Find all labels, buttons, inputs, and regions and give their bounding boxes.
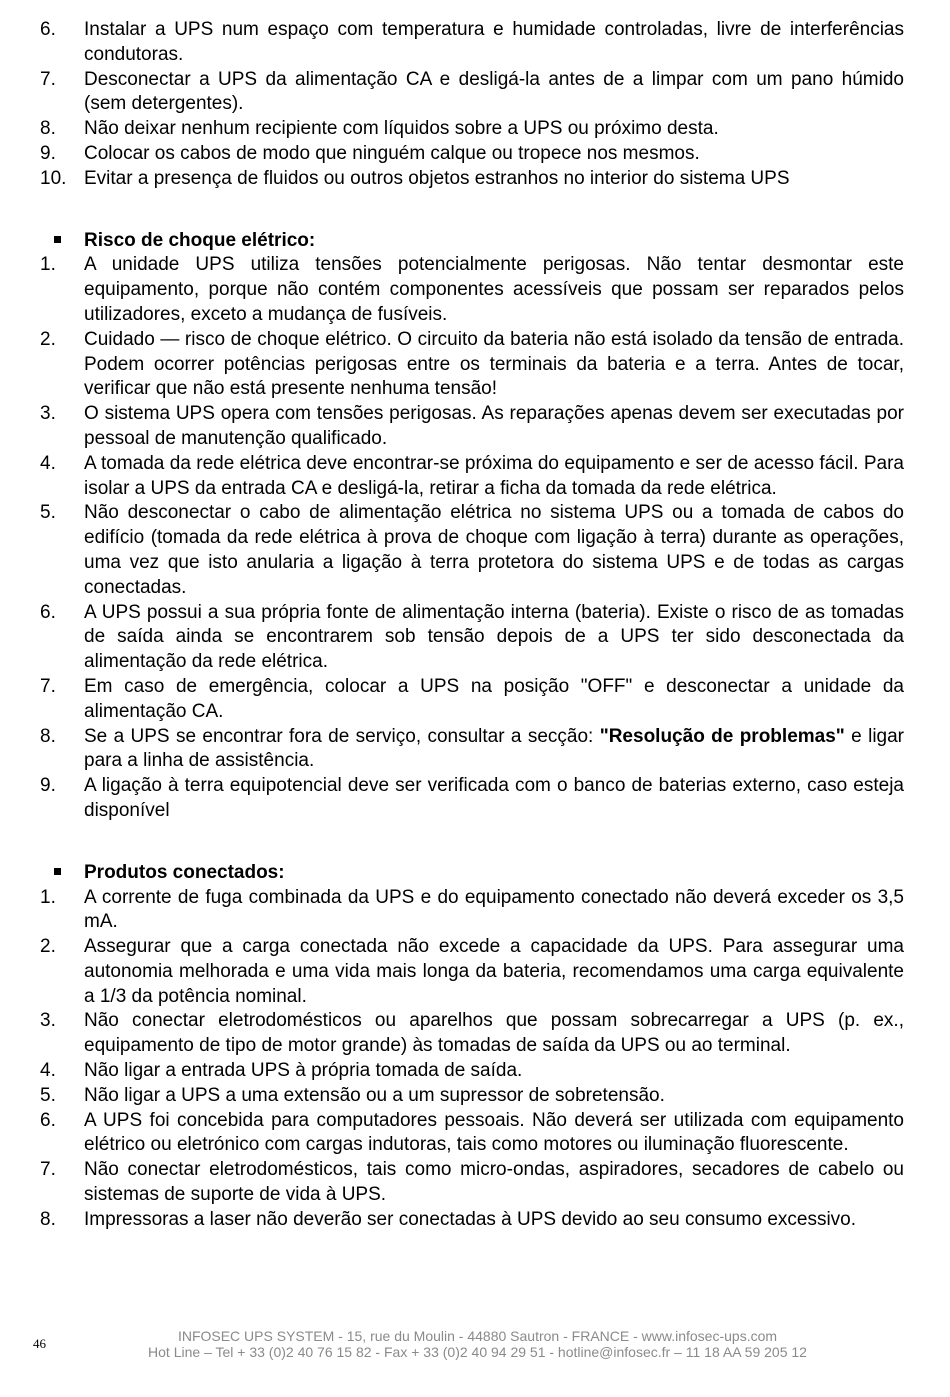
list-item — [40, 774, 904, 824]
list-item — [40, 117, 904, 142]
item-text-post: e ligar para a linha de assistência. — [84, 725, 904, 772]
list-item — [40, 501, 904, 600]
footer-hotline: Hot Line – Tel + 33 (0)2 40 76 15 82 - Fax + 33 (0)2 40 94 29 51 - hotline@infosec.fr – 11 18 AA 59 205 12 — [148, 1344, 807, 1360]
list-electric-shock — [40, 253, 904, 823]
list-item — [40, 167, 904, 192]
item-number: 3. — [40, 403, 56, 425]
footer-address: INFOSEC UPS SYSTEM - 15, rue du Moulin - 44880 Sautron - FRANCE - www.infosec-ups.com — [177, 1328, 778, 1344]
list-item — [40, 1208, 904, 1233]
list-item — [40, 886, 904, 936]
footer-contact — [105, 1328, 850, 1360]
list-item — [40, 1009, 904, 1059]
item-number: 8. — [40, 118, 56, 140]
list-item — [40, 452, 904, 502]
item-number: 9. — [40, 775, 56, 797]
item-number: 5. — [40, 502, 56, 524]
item-number: 4. — [40, 1060, 56, 1082]
list-item — [40, 1158, 904, 1208]
item-text: O sistema UPS opera com tensões perigosas. As reparações apenas devem ser executadas por pessoal de manutenção qualificado. — [84, 403, 904, 449]
item-number: 1. — [40, 886, 56, 908]
item-text: Não deixar nenhum recipiente com líquidos sobre a UPS ou próximo desta. — [84, 118, 719, 140]
item-number: 7. — [40, 675, 56, 697]
item-text: Impressoras a laser não deverão ser conectadas à UPS devido ao seu consumo excessivo. — [84, 1208, 857, 1230]
list-item — [40, 601, 904, 675]
item-text: A UPS foi concebida para computadores pessoais. Não deverá ser utilizada com equipamento elétrico ou eletrónico com cargas indutoras, tais como motores ou iluminação fluorescente. — [84, 1109, 904, 1156]
section-heading-electric-shock — [40, 229, 904, 254]
list-item — [40, 328, 904, 402]
item-number: 10. — [40, 167, 67, 189]
list-item — [40, 253, 904, 327]
list-item — [40, 675, 904, 725]
item-text: Evitar a presença de fluidos ou outros objetos estranhos no interior do sistema UPS — [84, 167, 790, 189]
item-text: Não ligar a entrada UPS à própria tomada de saída. — [84, 1060, 523, 1082]
item-text: A unidade UPS utiliza tensões potencialmente perigosas. Não tentar desmontar este equipamento, porque não contém componentes acessíveis que possam ser reparados pelos utilizadores, exceto a mudança de fusíveis. — [84, 254, 904, 325]
list-general — [40, 18, 904, 192]
section-heading-connected-products — [40, 861, 904, 886]
heading-text: Produtos conectados: — [84, 861, 285, 883]
item-text: Em caso de emergência, colocar a UPS na posição "OFF" e desconectar a unidade da alimentação CA. — [84, 675, 904, 722]
list-connected-products — [40, 886, 904, 1233]
item-number: 2. — [40, 936, 56, 958]
list-item — [40, 18, 904, 68]
item-text: A tomada da rede elétrica deve encontrar-se próxima do equipamento e ser de acesso fácil. Para isolar a UPS da entrada CA e desligá-la, retirar a ficha da tomada da rede elétrica. — [84, 452, 904, 499]
item-number: 1. — [40, 254, 56, 276]
item-text: Desconectar a UPS da alimentação CA e desligá-la antes de a limpar com um pano húmido (sem detergentes). — [84, 68, 904, 115]
item-text-pre: Se a UPS se encontrar fora de serviço, consultar a secção: — [84, 725, 600, 747]
item-text: Não conectar eletrodomésticos ou aparelhos que possam sobrecarregar a UPS (p. ex., equipamento de tipo de motor grande) às tomadas de saída da UPS ou ao terminal. — [84, 1010, 904, 1057]
list-item — [40, 1084, 904, 1109]
item-number: 5. — [40, 1084, 56, 1106]
square-bullet-icon — [54, 868, 61, 875]
item-text: Cuidado — risco de choque elétrico. O circuito da bateria não está isolado da tensão de entrada. Podem ocorrer potências perigosas entre os terminais da bateria e a terra. Antes de tocar, verificar que não está presente nenhuma tensão! — [84, 328, 904, 400]
item-number: 2. — [40, 328, 56, 350]
item-text: A ligação à terra equipotencial deve ser verificada com o banco de baterias externo, caso esteja disponível — [84, 775, 904, 821]
square-bullet-icon — [54, 236, 61, 243]
item-number: 8. — [40, 725, 56, 747]
item-text: Não desconectar o cabo de alimentação elétrica no sistema UPS ou a tomada de cabos do edifício (tomada da rede elétrica à prova de choque com ligação à terra) durante as operações, uma vez que isto anularia a ligação à terra protetora do sistema UPS e de todas as cargas conectadas. — [84, 502, 904, 598]
item-text-emphasis: "Resolução de problemas" — [599, 725, 845, 747]
item-text: Instalar a UPS num espaço com temperatura e humidade controladas, livre de interferências condutoras. — [84, 19, 904, 65]
item-number: 6. — [40, 19, 56, 40]
item-text: Assegurar que a carga conectada não excede a capacidade da UPS. Para assegurar uma autonomia melhorada e uma vida mais longa da bateria, recomendamos uma carga equivalente a 1/3 da potência nominal. — [84, 936, 904, 1007]
item-text: Colocar os cabos de modo que ninguém calque ou tropece nos mesmos. — [84, 142, 700, 164]
item-number: 7. — [40, 1159, 56, 1181]
list-item — [40, 1109, 904, 1159]
item-number: 3. — [40, 1010, 56, 1032]
item-text: A corrente de fuga combinada da UPS e do equipamento conectado não deverá exceder os 3,5 mA. — [84, 886, 904, 933]
list-item — [40, 402, 904, 452]
item-number: 8. — [40, 1208, 56, 1230]
heading-text: Risco de choque elétrico: — [84, 229, 316, 251]
item-text: A UPS possui a sua própria fonte de alimentação interna (bateria). Existe o risco de as tomadas de saída ainda se encontrarem sob tensão depois de a UPS ter sido desconectada da alimentação da rede elétrica. — [84, 601, 904, 673]
item-number: 6. — [40, 1109, 56, 1131]
item-number: 6. — [40, 601, 56, 623]
item-number: 7. — [40, 68, 56, 90]
item-number: 9. — [40, 142, 56, 164]
list-item — [40, 68, 904, 118]
page-number: 46 — [33, 1336, 46, 1351]
item-text: Não ligar a UPS a uma extensão ou a um supressor de sobretensão. — [84, 1084, 665, 1106]
list-item — [40, 142, 904, 167]
list-item — [40, 1059, 904, 1084]
list-item — [40, 935, 904, 1009]
item-text: Não conectar eletrodomésticos, tais como micro-ondas, aspiradores, secadores de cabelo ou sistemas de suporte de vida à UPS. — [84, 1159, 904, 1206]
list-item — [40, 725, 904, 775]
item-number: 4. — [40, 452, 56, 474]
document-body — [40, 18, 904, 1233]
